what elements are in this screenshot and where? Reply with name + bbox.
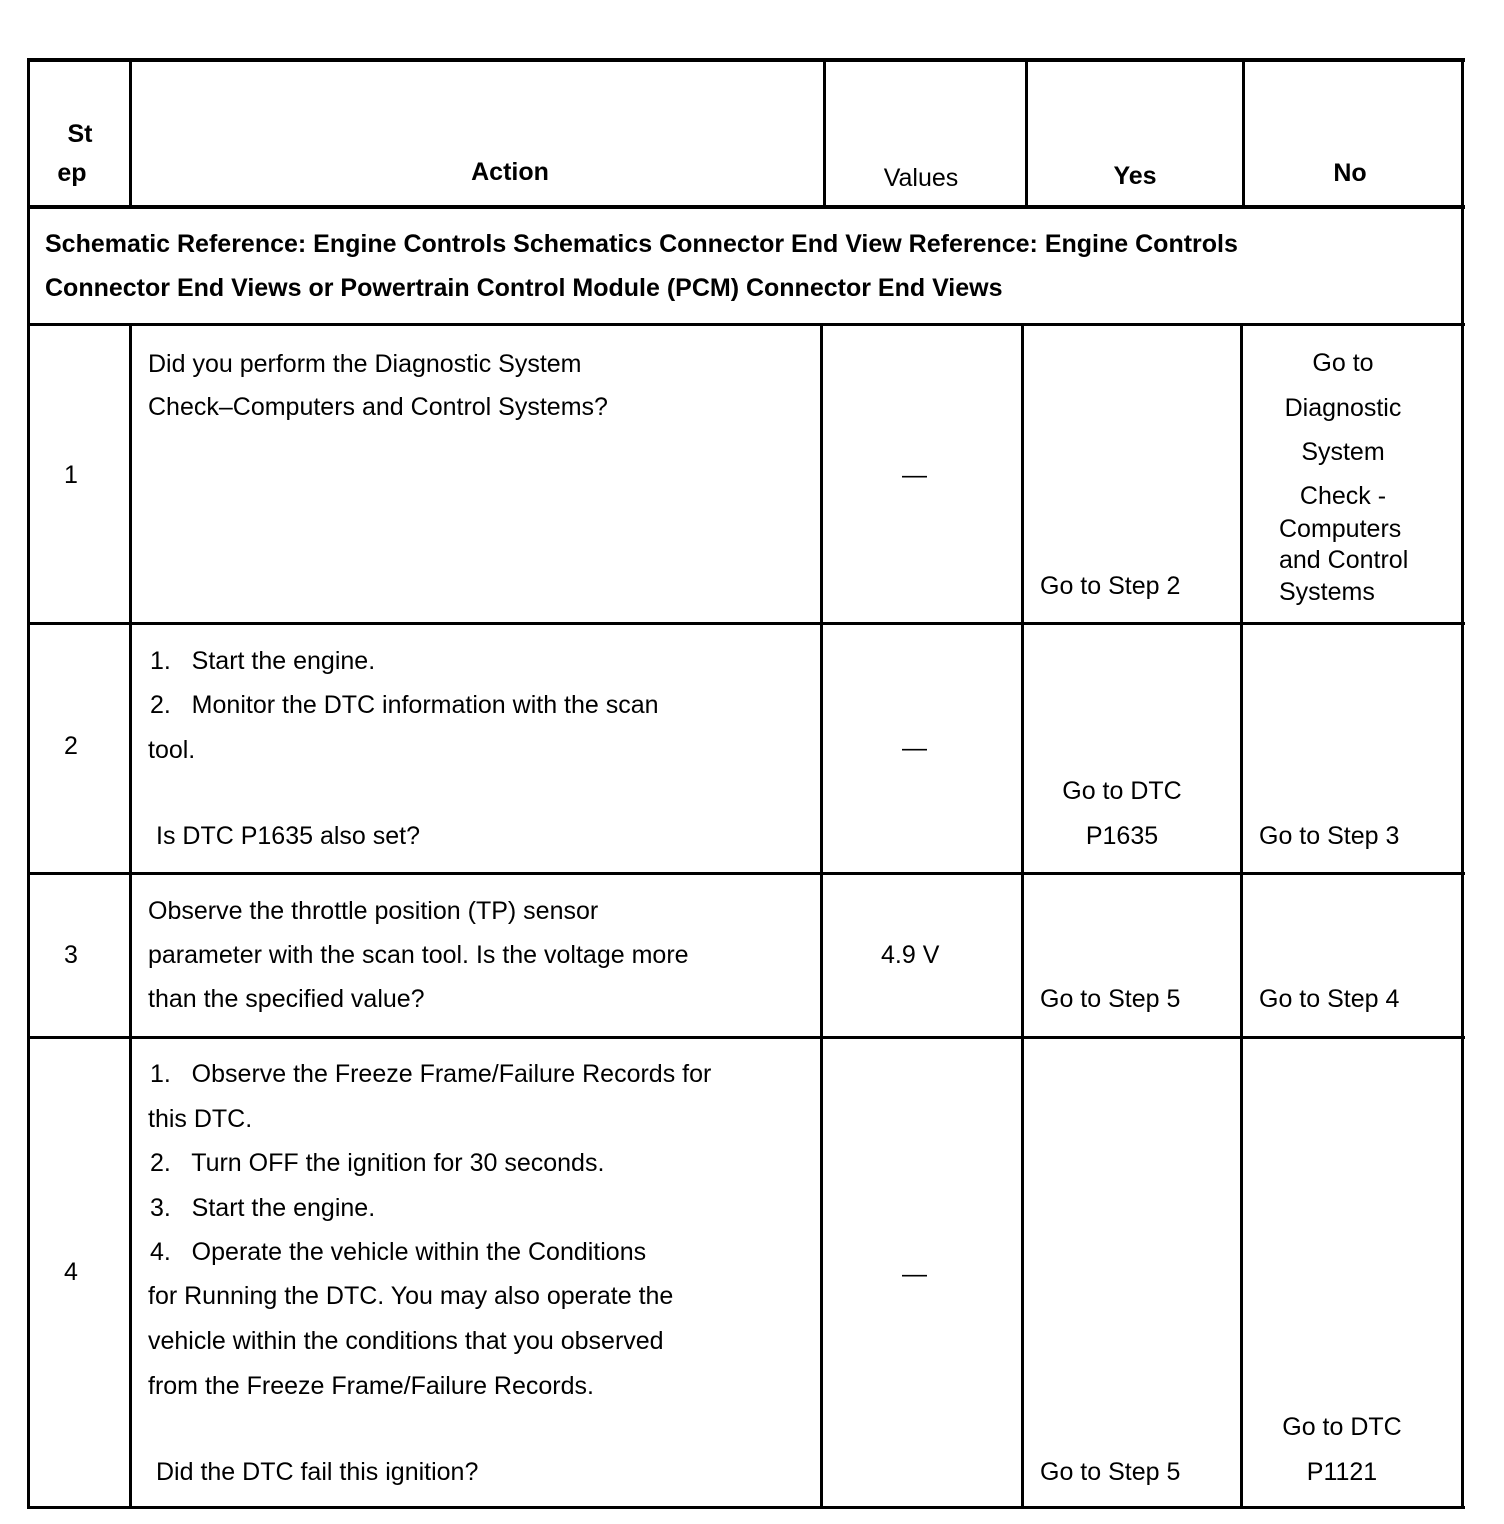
yes-cell-line[interactable]: P1635 [1085, 822, 1159, 850]
action-line: 1. Start the engine. [150, 647, 376, 675]
yes-cell-line[interactable]: Go to DTC [1062, 777, 1182, 805]
action-line: parameter with the scan tool. Is the voltage more [148, 941, 689, 969]
action-line: for Running the DTC. You may also operate the [148, 1282, 674, 1310]
schematic-reference-line: Schematic Reference: Engine Controls Schematics Connector End View Reference: Engine Controls [45, 230, 1238, 258]
action-line: 2. Monitor the DTC information with the scan [150, 691, 659, 719]
no-cell-line[interactable]: Systems [1279, 578, 1375, 606]
step-number: 2 [64, 732, 78, 760]
action-line: this DTC. [148, 1105, 253, 1133]
no-cell[interactable]: Go to Step 4 [1259, 985, 1400, 1013]
yes-cell[interactable]: Go to Step 5 [1040, 1458, 1181, 1486]
value-cell: — [902, 461, 927, 489]
action-line: vehicle within the conditions that you observed [148, 1327, 664, 1355]
no-cell-line[interactable]: P1121 [1306, 1458, 1378, 1486]
schematic-reference-line: Connector End Views or Powertrain Control Module (PCM) Connector End Views [45, 274, 1003, 302]
no-cell-line[interactable]: System [1301, 438, 1385, 466]
no-cell-line[interactable]: Diagnostic [1284, 394, 1402, 422]
row-divider [27, 323, 1465, 326]
action-line: tool. [148, 736, 196, 764]
header-values: Values [883, 164, 959, 192]
yes-cell[interactable]: Go to Step 5 [1040, 985, 1181, 1013]
action-line: 2. Turn OFF the ignition for 30 seconds. [150, 1149, 605, 1177]
value-cell: — [902, 1260, 927, 1288]
no-cell-line[interactable]: Check - [1299, 482, 1387, 510]
action-line: Observe the throttle position (TP) sensor [148, 897, 599, 925]
step-number: 1 [64, 461, 78, 489]
table-border-left [27, 58, 30, 1509]
header-step-line: ep [57, 159, 87, 187]
action-line: Is DTC P1635 also set? [156, 822, 421, 850]
value-cell: 4.9 V [881, 941, 940, 969]
header-no: No [1333, 159, 1367, 187]
header-divider [27, 205, 1465, 209]
action-line: than the specified value? [148, 985, 425, 1013]
action-line: 3. Start the engine. [150, 1194, 376, 1222]
column-divider [129, 323, 132, 1509]
value-cell: — [902, 734, 927, 762]
action-line: Did the DTC fail this ignition? [156, 1458, 479, 1486]
no-cell-line[interactable]: and Control [1279, 546, 1409, 574]
table-border-top [27, 58, 1465, 62]
column-divider [1240, 323, 1243, 1509]
step-number: 3 [64, 941, 78, 969]
column-divider [1021, 323, 1024, 1509]
header-yes: Yes [1113, 162, 1157, 190]
row-divider [27, 1036, 1465, 1039]
action-line: 1. Observe the Freeze Frame/Failure Records for [150, 1060, 712, 1088]
no-cell-line[interactable]: Computers [1279, 515, 1402, 543]
row-divider [27, 872, 1465, 875]
no-cell-line[interactable]: Go to [1312, 349, 1374, 377]
column-divider [820, 323, 823, 1509]
action-line: 4. Operate the vehicle within the Conditions [150, 1238, 647, 1266]
yes-cell[interactable]: Go to Step 2 [1040, 572, 1181, 600]
action-line: from the Freeze Frame/Failure Records. [148, 1372, 594, 1400]
no-cell-line[interactable]: Go to DTC [1282, 1413, 1402, 1441]
header-step-line: St [67, 120, 93, 148]
header-action: Action [471, 158, 549, 186]
action-line: Check–Computers and Control Systems? [148, 393, 608, 421]
no-cell[interactable]: Go to Step 3 [1259, 822, 1400, 850]
table-border-bottom [27, 1506, 1465, 1509]
step-number: 4 [64, 1258, 78, 1286]
action-line: Did you perform the Diagnostic System [148, 350, 582, 378]
table-border-right [1461, 58, 1464, 1509]
row-divider [27, 622, 1465, 625]
